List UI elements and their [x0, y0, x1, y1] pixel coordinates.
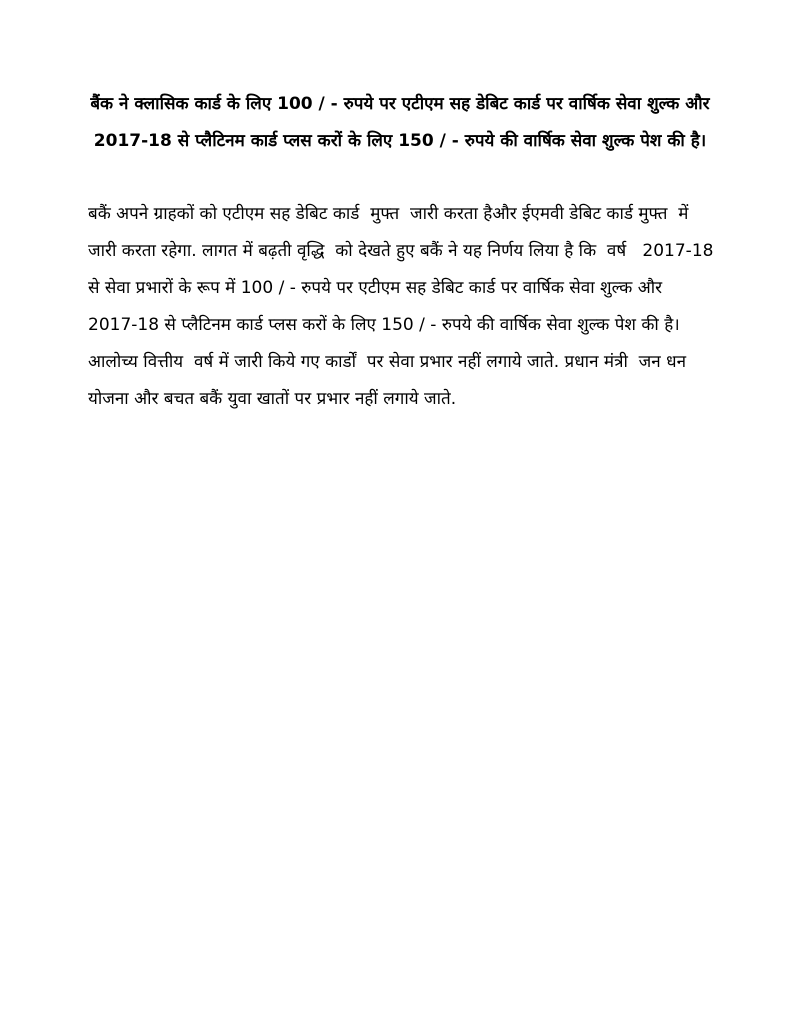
document-paragraph: बकैं अपने ग्राहकों को एटीएम सह डेबिट कार्ड मुफ्त जारी करता हैऔर ईएमवी डेबिट कार्ड मुफ्त में जारी करता रहेगा. लागत में बढ़ती वृद्धि को देखते हुए बकैं ने यह निर्णय लिया है कि वर्ष 2017-18 से सेवा प्रभारों के रूप में 100 / - रुपये पर एटीएम सह डेबिट कार्ड पर वार्षिक सेवा शुल्क और 2017-18 से प्लैटिनम कार्ड प्लस करों के लिए 150 / - रुपये की वार्षिक सेवा शुल्क पेश की है। आलोच्य वित्तीय वर्ष में जारी किये गए कार्डों पर सेवा प्रभार नहीं लगाये जाते. प्रधान मंत्री जन धन योजना और बचत बकैं युवा खातों पर प्रभार नहीं लगाये जाते. [88, 204, 719, 409]
document-heading: बैंक ने क्लासिक कार्ड के लिए 100 / - रुपये पर एटीएम सह डेबिट कार्ड पर वार्षिक सेवा शुल्क और 2017-18 से प्लैटिनम कार्ड प्लस करों के लिए 150 / - रुपये की वार्षिक सेवा शुल्क पेश की है। [90, 94, 716, 151]
